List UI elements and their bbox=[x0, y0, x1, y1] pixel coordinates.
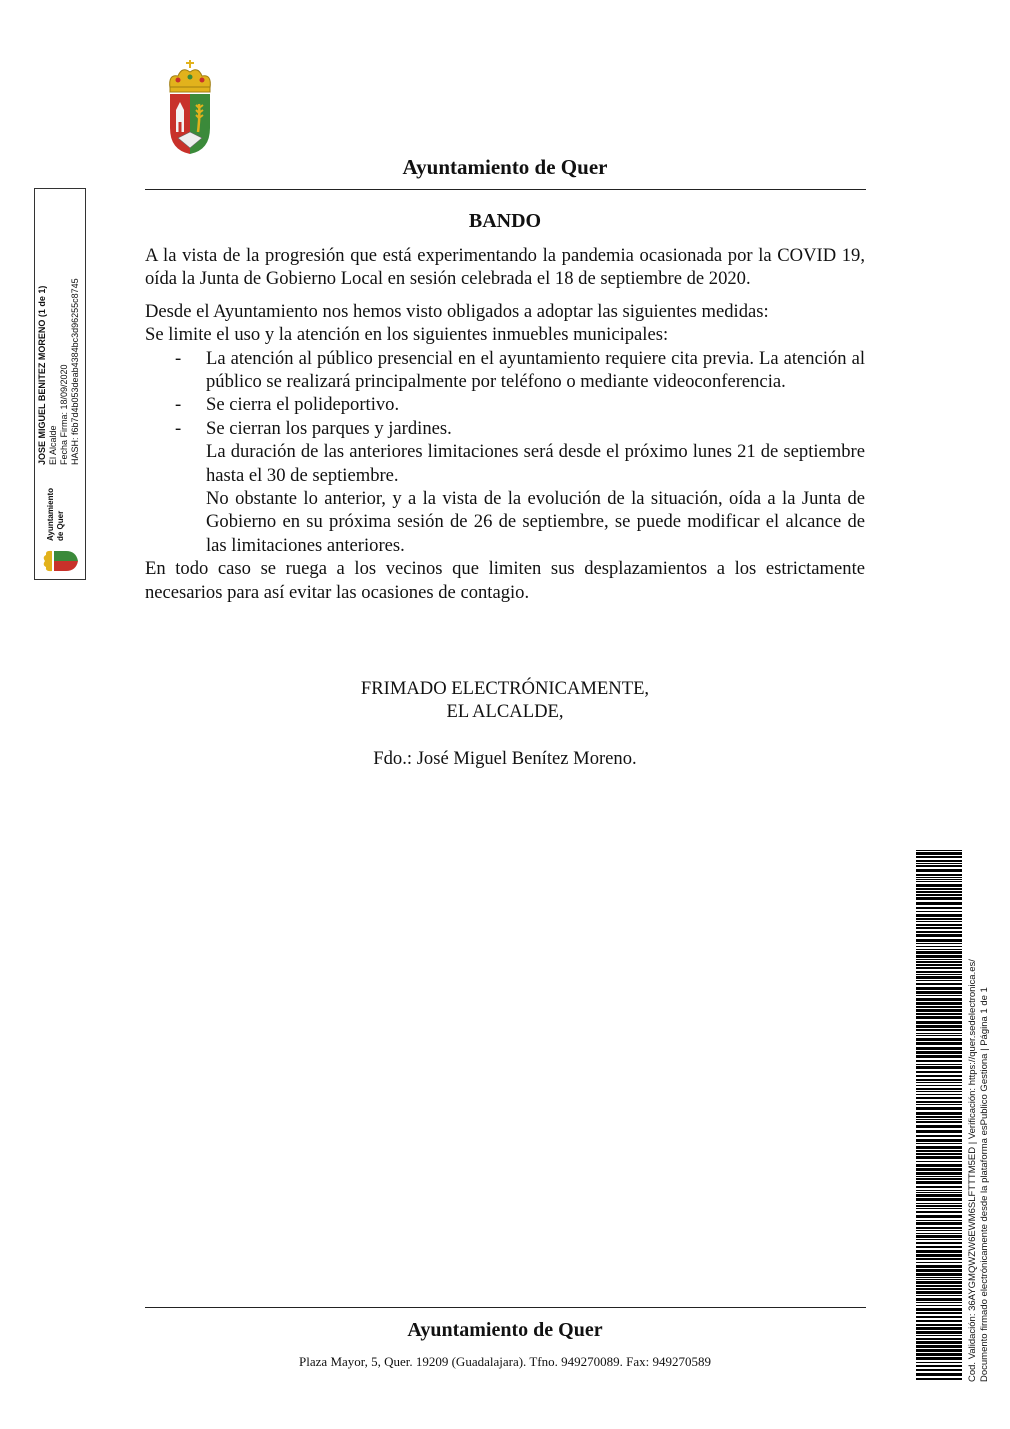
document-title: BANDO bbox=[468, 210, 542, 232]
measure-text: Se cierran los parques y jardines. bbox=[206, 417, 452, 439]
duration-paragraph: La duración de las anteriores limitaciones será desde el próximo lunes 21 de septiembre hasta el 30 de septiembre. bbox=[206, 441, 865, 486]
verification-line: Documento firmado electrónicamente desde la plataforma esPublico Gestiona | Página 1 de 1 bbox=[979, 987, 990, 1382]
stamp-org-line: de Quer bbox=[56, 510, 65, 541]
list-item bbox=[145, 393, 865, 416]
signed-by: Fdo.: José Miguel Benítez Moreno. bbox=[373, 747, 637, 769]
stamp-org-line: Ayuntamiento bbox=[46, 487, 55, 541]
measures-scope: Se limite el uso y la atención en los siguientes inmuebles municipales: bbox=[145, 324, 669, 346]
bullet-dash: - bbox=[175, 394, 182, 416]
document-body bbox=[145, 244, 865, 604]
measures-intro: Desde el Ayuntamiento nos hemos visto obligados a adoptar las siguientes medidas: bbox=[145, 300, 769, 322]
signature-role: EL ALCALDE, bbox=[446, 701, 564, 723]
closing-paragraph: En todo caso se ruega a los vecinos que limiten sus desplazamientos a los estrictamente necesarios para así evitar las ocasiones de contagio. bbox=[145, 558, 865, 603]
bullet-dash: - bbox=[175, 417, 182, 439]
list-item bbox=[145, 417, 865, 440]
stamp-hash: HASH: f6b7d4b053deab4384bc3d96255c8745 bbox=[70, 278, 80, 465]
coat-of-arms-logo bbox=[164, 58, 216, 158]
bullet-dash: - bbox=[175, 347, 182, 369]
validation-barcode bbox=[916, 850, 962, 1380]
measure-text: La atención al público presencial en el ayuntamiento requiere cita previa. La atención al público se realizará principalmente por teléfono o mediante videoconferencia. bbox=[206, 347, 865, 393]
stamp-signer: JOSE MIGUEL BENITEZ MORENO (1 de 1) bbox=[37, 285, 47, 465]
verification-line: Cod. Validación: 36AYGMQWZW6EWM6SLFTTTM5ED | Verificación: https://quer.sedelectronica.es/ bbox=[967, 959, 978, 1382]
stamp-crest-icon bbox=[40, 547, 80, 575]
stamp-sign-date: Fecha Firma: 18/09/2020 bbox=[59, 364, 69, 465]
signature-stamp bbox=[34, 188, 86, 580]
notwithstanding-paragraph: No obstante lo anterior, y a la vista de la evolución de la situación, oída a la Junta de Gobierno en su próxima sesión de 26 de septiembre, se puede modificar el alcance de las limitaciones anteriores. bbox=[206, 488, 865, 556]
stamp-role: El Alcalde bbox=[48, 425, 58, 465]
footer-divider bbox=[145, 1307, 866, 1308]
measures-list bbox=[145, 347, 865, 441]
signature-line: FRIMADO ELECTRÓNICAMENTE, bbox=[360, 678, 650, 699]
list-item bbox=[145, 347, 865, 394]
header-divider bbox=[145, 189, 866, 190]
intro-paragraph: A la vista de la progresión que está experimentando la pandemia ocasionada por la COVID 19, oída la Junta de Gobierno Local en sesión celebrada el 18 de septiembre de 2020. bbox=[145, 245, 865, 290]
verification-text bbox=[960, 922, 1000, 1382]
signature-block bbox=[145, 677, 865, 770]
footer-title: Ayuntamiento de Quer bbox=[407, 1319, 603, 1341]
measure-text: Se cierra el polideportivo. bbox=[206, 394, 400, 416]
footer-address: Plaza Mayor, 5, Quer. 19209 (Guadalajara). Tfno. 949270089. Fax: 949270589 bbox=[299, 1354, 711, 1369]
header-title: Ayuntamiento de Quer bbox=[402, 155, 608, 179]
